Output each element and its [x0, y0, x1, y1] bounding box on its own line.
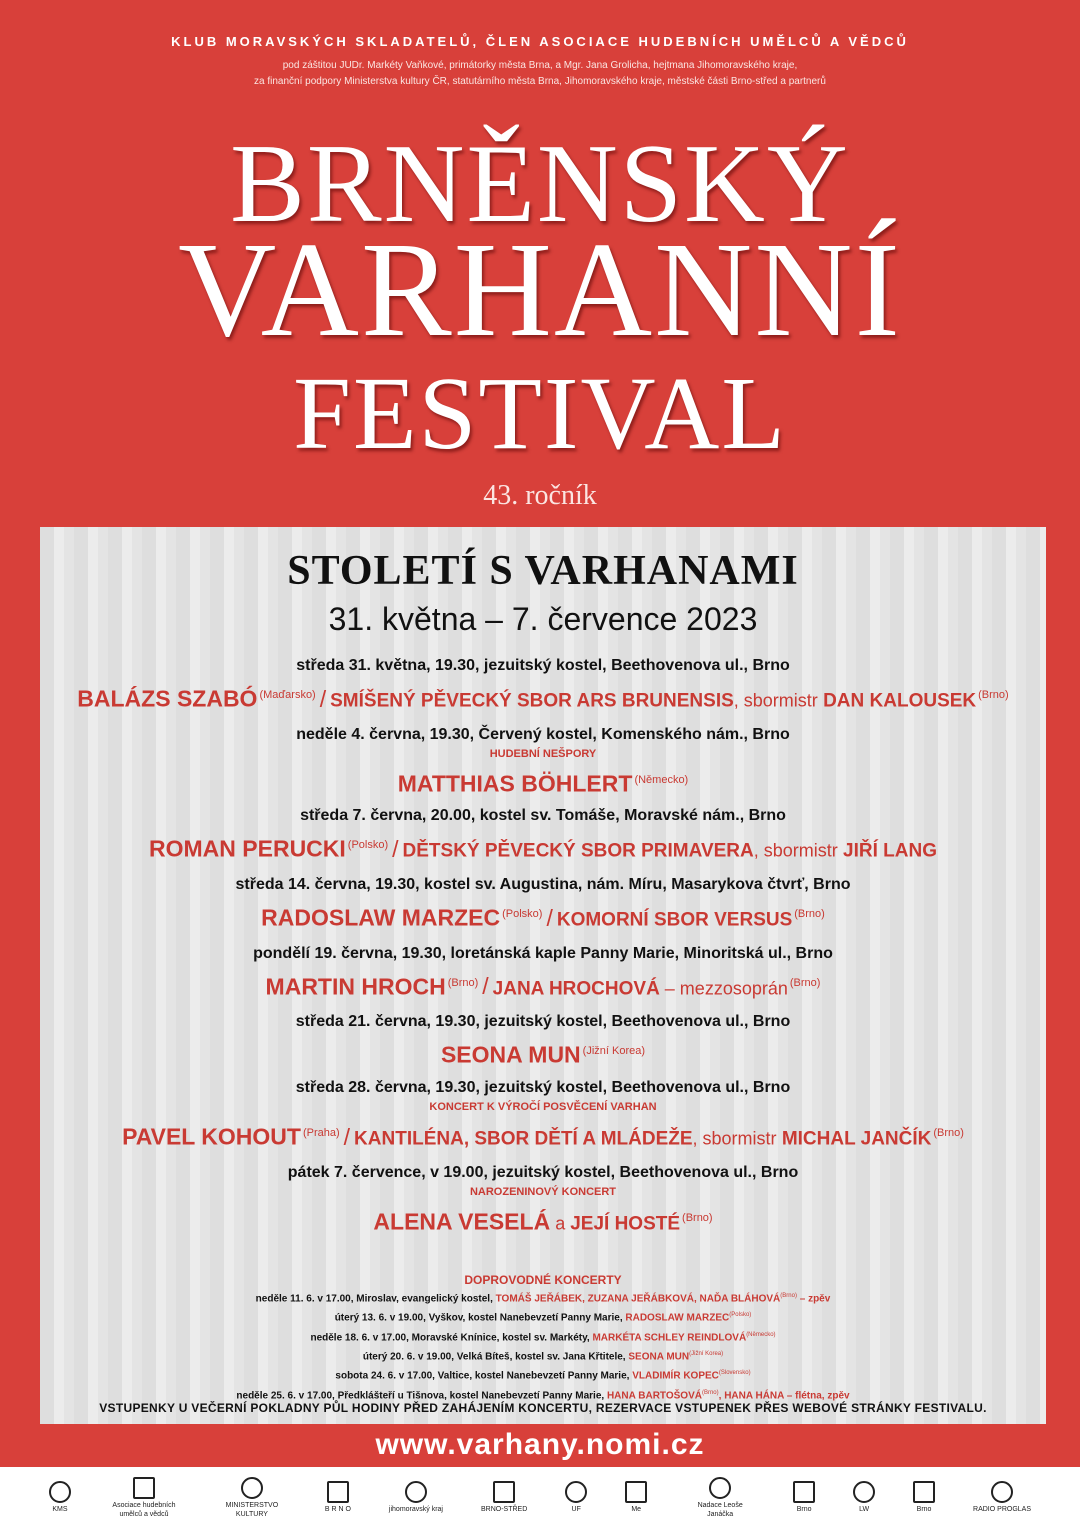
performer-role: , sbormistr	[733, 690, 818, 711]
concert-date-venue: pondělí 19. června, 19.30, loretánská kaple Panny Marie, Minoritská ul., Brno	[253, 944, 833, 962]
concert-item	[40, 1162, 1046, 1243]
performer-name: RADOSLAW MARZEC	[261, 904, 501, 931]
title-line-3: FESTIVAL	[293, 356, 787, 471]
conductor-name: DAN KALOUSEK	[817, 690, 977, 712]
concert-item	[40, 874, 1046, 939]
concert-performers	[40, 965, 1046, 1008]
patronage-line-1: pod záštitou JUDr. Markéty Vaňkové, primátorky města Brna, a Mgr. Jana Grolicha, hejtmana Jihomoravského kraje,	[282, 60, 798, 71]
partner-logo-icon	[49, 1481, 71, 1503]
concert-label: KONCERT K VÝROČÍ POSVĚCENÍ VARHAN	[429, 1100, 657, 1113]
accompanying-concert	[40, 1307, 1046, 1326]
accompanying-concert	[40, 1365, 1046, 1384]
concert-performers	[40, 762, 1046, 802]
performer-origin: (Brno)	[447, 976, 479, 989]
festival-dates: 31. května – 7. července 2023	[328, 601, 758, 637]
concert-date-venue: středa 31. května, 19.30, jezuitský kostel, Beethovenova ul., Brno	[296, 657, 790, 674]
partner-logo	[973, 1481, 1031, 1514]
partner-logo-icon	[493, 1481, 515, 1503]
accompanying-origin: (Polsko)	[729, 1312, 752, 1319]
partner-logo-icon	[991, 1481, 1013, 1503]
partner-logo-icon	[913, 1481, 935, 1503]
organizer-line: KLUB MORAVSKÝCH SKLADATELŮ, ČLEN ASOCIACE HUDEBNÍCH UMĚLCŮ A VĚDCŮ	[171, 34, 909, 49]
program-panel	[40, 527, 1046, 1424]
accompanying-origin: (Německo)	[746, 1331, 776, 1338]
partner-logo-icon	[709, 1477, 731, 1499]
concert-date-venue: středa 7. června, 20.00, kostel sv. Tomáše, Moravské nám., Brno	[300, 807, 786, 825]
partner-logo-icon	[793, 1481, 815, 1503]
program-subtitle: STOLETÍ S VARHANAMI	[287, 548, 799, 594]
conductor-origin: (Brno)	[978, 689, 1009, 701]
partner-logo-label: BRNO-STŘED	[480, 1506, 528, 1513]
title-line-2: VARHANNÍ	[178, 215, 902, 365]
performer-name: BALÁZS SZABÓ	[77, 685, 258, 712]
performer-origin: (Praha)	[302, 1126, 340, 1139]
conductor-name: JIŘÍ LANG	[837, 840, 937, 862]
accompanying-performers: MARKÉTA SCHLEY REINDLOVÁ	[592, 1331, 747, 1343]
second-performer: SMÍŠENÝ PĚVECKÝ SBOR ARS BRUNENSIS	[330, 690, 734, 712]
partner-logo	[481, 1481, 527, 1514]
performer-role: – mezzosoprán	[659, 978, 788, 999]
partner-logo-label: Asociace hudebních umělců a vědců	[112, 1501, 176, 1518]
accompanying-performers: TOMÁŠ JEŘÁBEK, ZUZANA JEŘÁBKOVÁ, NAĎA BLÁHOVÁ	[495, 1293, 781, 1305]
accompanying-origin: (Slovensko)	[718, 1370, 751, 1377]
performer-name: MARTIN HROCH	[265, 973, 446, 1000]
partner-logo	[109, 1477, 179, 1519]
partner-logo-label: Brno	[796, 1506, 812, 1513]
partner-logo-icon	[625, 1481, 647, 1503]
accompanying-performers: HANA BARTOŠOVÁ	[606, 1389, 702, 1401]
accompanying-date-venue: neděle 18. 6. v 17.00, Moravské Knínice, kostel sv. Markéty,	[310, 1331, 593, 1343]
accompanying-concert	[40, 1327, 1046, 1346]
partner-logo-icon	[241, 1477, 263, 1499]
partner-logo	[389, 1481, 443, 1514]
performer-role: , sbormistr	[692, 1128, 777, 1149]
separator: /	[392, 835, 399, 862]
second-performer: JEJÍ HOSTÉ	[570, 1213, 681, 1235]
partner-logo-label: UF	[571, 1506, 581, 1513]
accompanying-date-venue: neděle 25. 6. v 17.00, Předklášteří u Tišnova, kostel Nanebevzetí Panny Marie,	[236, 1389, 607, 1401]
accompanying-performers: SEONA MUN	[628, 1351, 690, 1363]
concert-item	[40, 943, 1046, 1008]
accompanying-date-venue: úterý 20. 6. v 19.00, Velká Bíteš, kostel sv. Jana Křtitele,	[362, 1351, 629, 1363]
accompanying-concert	[40, 1346, 1046, 1365]
partner-logo	[793, 1481, 815, 1514]
concert-item	[40, 724, 1046, 802]
concert-performers	[40, 1115, 1046, 1158]
concert-date-venue: středa 28. června, 19.30, jezuitský kostel, Beethovenova ul., Brno	[295, 1078, 791, 1096]
second-performer: JANA HROCHOVÁ	[492, 978, 660, 1000]
performer-origin: (Jižní Korea)	[582, 1045, 646, 1058]
concert-date-venue: středa 21. června, 19.30, jezuitský kostel, Beethovenova ul., Brno	[295, 1013, 791, 1031]
second-performer: DĚTSKÝ PĚVECKÝ SBOR PRIMAVERA	[402, 840, 754, 862]
separator: /	[319, 685, 327, 712]
partner-logo-label: B R N O	[324, 1506, 351, 1513]
conductor-origin: (Brno)	[933, 1126, 964, 1139]
accompanying-date-venue: sobota 24. 6. v 17.00, Valtice, kostel Nanebevzetí Panny Marie,	[335, 1370, 633, 1382]
performer-origin: (Německo)	[634, 773, 689, 786]
second-performer: KANTILÉNA, SBOR DĚTÍ A MLÁDEŽE	[354, 1128, 693, 1150]
separator: /	[546, 904, 553, 931]
partner-logo	[217, 1477, 287, 1519]
second-performer: KOMORNÍ SBOR VERSUS	[556, 909, 793, 931]
performer-name: MATTHIAS BÖHLERT	[397, 770, 633, 797]
partner-logo-label: KMS	[52, 1506, 68, 1513]
partner-logo-label: MINISTERSTVO KULTURY	[225, 1501, 279, 1518]
performer-name: ALENA VESELÁ	[373, 1208, 551, 1235]
concert-date-venue: pátek 7. července, v 19.00, jezuitský kostel, Beethovenova ul., Brno	[287, 1163, 799, 1181]
accompanying-origin: (Brno)	[780, 1293, 797, 1299]
partner-logo	[49, 1481, 71, 1514]
partner-logo	[565, 1481, 587, 1514]
accompanying-concert	[40, 1288, 1046, 1307]
partner-logo-label: Nadace Leoše Janáčka	[697, 1501, 743, 1518]
partner-logos	[0, 1467, 1080, 1528]
partner-logo	[325, 1481, 351, 1514]
partner-logo	[913, 1481, 935, 1514]
concert-list	[40, 655, 1046, 1246]
separator: /	[343, 1123, 351, 1150]
partner-logo-icon	[565, 1481, 587, 1503]
accompanying-origin: (Jižní Korea)	[689, 1350, 724, 1357]
concert-performers	[40, 896, 1046, 939]
header	[0, 0, 1080, 528]
accompanying-note: , HANA HÁNA – flétna, zpěv	[718, 1389, 850, 1401]
partner-logo-label: Me	[631, 1506, 642, 1513]
concert-performers	[40, 1033, 1046, 1073]
edition: 43. ročník	[483, 480, 597, 511]
accompanying-note: – zpěv	[796, 1293, 831, 1305]
performer-origin: (Polsko)	[502, 907, 543, 920]
role-origin: (Brno)	[789, 976, 821, 989]
partner-logo	[853, 1481, 875, 1514]
concert-label: HUDEBNÍ NEŠPORY	[489, 747, 597, 760]
concert-item	[40, 1011, 1046, 1073]
performer-origin: (Maďarsko)	[259, 689, 316, 701]
concert-item	[40, 655, 1046, 720]
accompanying-date-venue: neděle 11. 6. v 17.00, Miroslav, evangelický kostel,	[255, 1293, 496, 1305]
title-line-1: BRNĚNSKÝ	[230, 122, 850, 246]
conjunction: a	[550, 1213, 571, 1234]
partner-logo-label: jihomoravský kraj	[388, 1506, 443, 1513]
accompanying-concerts	[40, 1272, 1046, 1404]
partner-logo-icon	[327, 1481, 349, 1503]
concert-label: NAROZENINOVÝ KONCERT	[469, 1185, 617, 1198]
performer-name: SEONA MUN	[440, 1041, 581, 1068]
accompanying-origin: (Brno)	[701, 1389, 719, 1396]
concert-date-venue: neděle 4. června, 19.30, Červený kostel, Komenského nám., Brno	[296, 725, 790, 743]
concert-performers	[40, 677, 1046, 720]
partner-logo	[625, 1481, 647, 1514]
partner-logo-icon	[133, 1477, 155, 1499]
accompanying-performers: RADOSLAW MARZEC	[625, 1312, 730, 1324]
partner-logo-icon	[405, 1481, 427, 1503]
concert-item	[40, 805, 1046, 870]
accompanying-heading: DOPROVODNÉ KONCERTY	[464, 1273, 622, 1287]
patronage-line-2: za finanční podpory Ministerstva kultury ČR, statutárního města Brna, Jihomoravského kraje, městské části Brno-střed a partnerů	[254, 76, 826, 87]
performer-name: ROMAN PERUCKI	[149, 835, 346, 862]
partner-logo-icon	[853, 1481, 875, 1503]
performer-origin: (Polsko)	[347, 839, 389, 852]
performer-name: PAVEL KOHOUT	[122, 1123, 301, 1150]
concert-item	[40, 1077, 1046, 1158]
partner-logo-label: Brno	[916, 1506, 932, 1513]
partner-logo	[685, 1477, 755, 1519]
conductor-name: MICHAL JANČÍK	[776, 1128, 932, 1150]
second-performer-origin: (Brno)	[682, 1211, 713, 1224]
website-link[interactable]: www.varhany.nomi.cz	[375, 1428, 705, 1461]
concert-date-venue: středa 14. června, 19.30, kostel sv. Augustina, nám. Míru, Masarykova čtvrť, Brno	[235, 875, 851, 893]
concert-performers	[40, 827, 1046, 870]
second-performer-origin: (Brno)	[794, 907, 825, 920]
accompanying-performers: VLADIMÍR KOPEC	[632, 1370, 719, 1382]
concert-performers	[40, 1200, 1046, 1243]
partner-logo-label: RADIO PROGLAS	[973, 1506, 1031, 1513]
performer-role: , sbormistr	[753, 840, 838, 861]
partner-logo-label: LW	[859, 1506, 870, 1513]
tickets-info: VSTUPENKY U VEČERNÍ POKLADNY PŮL HODINY PŘED ZAHÁJENÍM KONCERTU, REZERVACE VSTUPENEK PŘES WEBOVÉ STRÁNKY FESTIVALU.	[99, 1401, 987, 1415]
separator: /	[482, 973, 489, 1000]
accompanying-date-venue: úterý 13. 6. v 19.00, Vyškov, kostel Nanebevzetí Panny Marie,	[334, 1312, 626, 1324]
